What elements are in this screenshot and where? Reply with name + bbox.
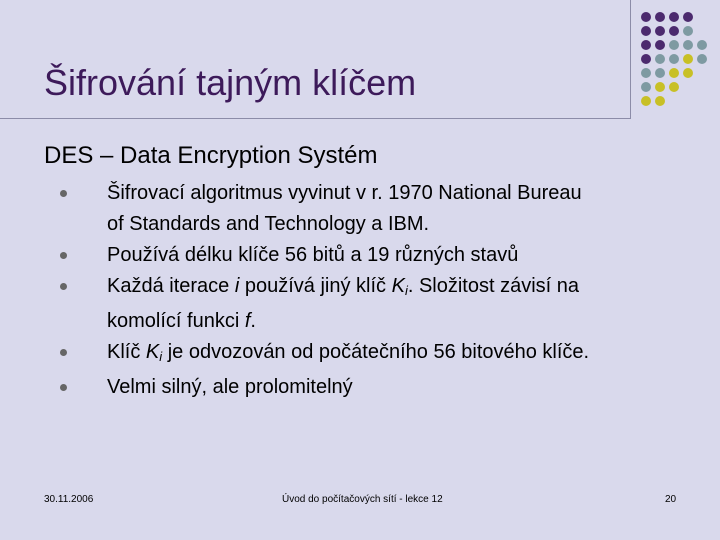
dot	[641, 40, 651, 50]
dot	[683, 12, 693, 22]
dot	[641, 68, 651, 78]
bullet-icon	[60, 349, 67, 356]
dot	[641, 26, 651, 36]
dot	[641, 82, 651, 92]
bullet-icon	[60, 252, 67, 259]
dot	[669, 12, 679, 22]
text-run-italic: i	[234, 275, 240, 297]
bullet-line	[107, 306, 700, 337]
dot	[697, 54, 707, 64]
text-run-italic: K	[145, 341, 160, 363]
dot	[655, 68, 665, 78]
text-run: .	[250, 310, 256, 332]
dot	[655, 12, 665, 22]
dot	[669, 54, 679, 64]
bullet-line: of Standards and Technology a IBM.	[107, 213, 430, 235]
dot	[669, 82, 679, 92]
text-run-italic: f	[244, 310, 251, 332]
dot	[641, 12, 651, 22]
slide-title: Šifrování tajným klíčem	[44, 62, 417, 103]
dot	[655, 96, 665, 106]
dot	[655, 82, 665, 92]
text-run: je odvozován od počátečního 56 bitového klíče.	[162, 341, 590, 363]
slide-subtitle: DES – Data Encryption Systém	[44, 142, 378, 169]
dot	[683, 40, 693, 50]
bullet-line	[107, 271, 700, 306]
dot	[669, 68, 679, 78]
list-item	[60, 240, 700, 271]
text-run-italic: K	[391, 275, 405, 297]
bullet-list	[60, 178, 700, 403]
dot	[641, 96, 651, 106]
bullet-line: Šifrovací algoritmus vyvinut v r. 1970 National Bureau	[107, 182, 582, 204]
list-item	[60, 271, 700, 337]
list-item	[60, 178, 700, 240]
footer-page-number: 20	[665, 494, 677, 505]
bullet-text: Velmi silný, ale prolomitelný	[107, 376, 353, 398]
title-divider	[0, 118, 630, 119]
dot	[683, 68, 693, 78]
bullet-text	[107, 271, 700, 337]
text-run: používá jiný klíč	[239, 275, 392, 297]
bullet-text	[107, 178, 700, 240]
dot	[683, 54, 693, 64]
text-run: Každá iterace	[107, 275, 235, 297]
footer-date: 30.11.2006	[44, 494, 94, 505]
dot	[655, 54, 665, 64]
text-subscript: i	[404, 283, 408, 298]
dot	[655, 40, 665, 50]
dot	[683, 26, 693, 36]
bullet-icon	[60, 384, 67, 391]
dot	[697, 40, 707, 50]
dot	[669, 40, 679, 50]
list-item	[60, 337, 700, 372]
bullet-text	[107, 337, 700, 372]
bullet-icon	[60, 283, 67, 290]
list-item	[60, 372, 700, 403]
dot	[669, 26, 679, 36]
title-vertical-divider	[630, 0, 631, 119]
text-run: Klíč	[107, 341, 146, 363]
text-subscript: i	[159, 349, 163, 364]
bullet-text: Používá délku klíče 56 bitů a 19 různých stavů	[107, 244, 519, 266]
dot	[641, 54, 651, 64]
footer-course: Úvod do počítačových sítí - lekce 12	[282, 494, 443, 505]
text-run: komolící funkci	[107, 310, 245, 332]
text-run: . Složitost závisí na	[407, 275, 580, 297]
bullet-icon	[60, 190, 67, 197]
dot	[655, 26, 665, 36]
